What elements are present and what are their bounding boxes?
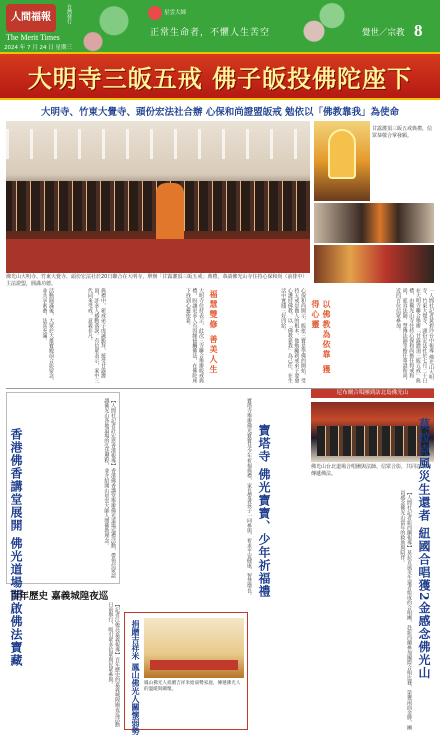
headline-banner [0,52,440,100]
masthead [0,0,440,52]
edition-label: 台灣發行 [66,4,72,24]
devotees-photo [314,203,434,243]
choir-story-body: 【人間社記者紐西蘭報導】莫拉克風災生還者組成的合唱團，赴紐西蘭參加國際合唱比賽，榮獲兩面金牌，團員感念佛光山當年的救助與陪伴。 [399,490,412,730]
charity-banner [150,660,238,670]
main-photo-caption: 佛光山大明寺、竹東大覺寺、頭份宏法社於20日聯合在大明寺，舉辦「甘露灌頂三皈五戒」典禮，恭請佛光山寺住持心保和尚（前排中）主法證盟，圓滿功德。 [6,274,308,287]
newspaper-english-name: The Merit Times [6,33,60,42]
chiayi-story-title: 百年歷史 嘉義城隍夜巡 [10,591,109,602]
chiayi-story-body: 【記者江俊亮嘉義報導】百年歷史的嘉義城隍廟夜巡活動日前舉行，吸引眾多信眾與民眾參與。 [107,602,120,727]
ceiling-lights [6,129,310,159]
buddha-statue-icon [328,129,356,179]
master-portrait-icon [148,6,162,20]
charity-photo-caption: 鳳山佛光人捐贈吉祥米給弱勢家庭，傳遞佛光人的溫暖與關懷。 [144,681,241,692]
charity-story-title: 捐贈吉祥米 鳳山佛光人關懷弱勢 [131,620,140,735]
group-photo [314,245,434,283]
carpet [6,239,310,273]
lotus-decoration-icon [72,0,142,52]
choir-story-title: 莫拉克風災生還者 紐國合唱獲2金感念佛光山 [417,418,431,680]
issue-date: 2024 年 7 月 24 日 星期三 [4,45,72,51]
article-column: 一人間社記者黃碧玲台中報導 佛光山大明寺、竹東大覺寺、頭份宏法社於七月二十日在大明寺聯合舉辦「甘露灌頂三皈五戒」典禮，由佛光山寺住持心保和尚擔任得戒和尚，慈容法師、慧傳法師等擔任尊證和尚，近四百位信眾參加。 [395,288,434,383]
buddha-statue-photo [314,121,370,201]
hongkong-story-title: 香港佛香講堂展開 佛光道場開啟佛法寶藏 [9,428,23,668]
pull-quote: 以佛教為依靠 獲得心靈 [311,300,331,375]
main-headline: 大明寺三皈五戒 佛子皈投佛陀座下 [27,65,413,93]
newspaper-logo: 人間福報 [6,4,56,32]
lotus-decoration-icon [290,0,350,52]
choir-members [317,426,429,456]
page-number: 8 [414,21,423,40]
choir-photo-caption: 佛光山台北道場合唱團與法師、信眾合影，共同以歌聲傳遞佛法。 [311,464,432,477]
sub-headline: 大明寺、竹東大覺寺、頭份宏法社合辦 心保和尚證盟皈戒 勉依以「佛教靠我」為使命 [40,107,400,118]
hongkong-story-body: 【人間社記者許宏恩香港報導】香港佛香講堂舉辦佛光道場巡禮活動，帶領信眾認識佛光山各地道場的弘法歷程，並介紹開山星雲大師人間佛教理念。 [103,398,116,578]
section-name: 覺世／宗教 [362,28,405,38]
ceremony-photo [6,121,310,273]
news-banner: 尼布爾合唱團到訪北島佛光山 [311,389,434,398]
article-column: 大明寺住持表示，此次三寺聯合舉辦皈戒典禮，盼讓更多人有因緣接觸佛法，在佛陀座下找到心靈依靠。 [184,288,204,383]
article-column: 活動圓滿後，大眾於大雄寶殿前合影留念，並共享素齋，法喜充滿。 [41,288,54,383]
master-label: 星雲大師 [164,10,187,16]
pull-quote: 福慧雙修 善美人生 [209,290,218,375]
article-column: 典禮中，新戒弟子虔誠跪拜，接受甘露灌頂，許多人感動落淚。有信眾表示，家中三代同來受戒，意義非凡。 [86,288,106,383]
charity-photo [144,618,244,678]
masthead-slogan: 正常生命者，不懼人生苦空 [150,28,271,38]
baota-story-title: 寶塔寺 佛光寶寶、少年祈福禮 [257,424,271,599]
right-photo-caption: 甘露灌頂三皈五戒典禮，信眾恭敬合掌發願。 [372,126,433,139]
article-column: 心保和尚開示，皈依三寶是學佛的開始，受持五戒是做人的根本。他勉勵新戒弟子要發心護持佛教，以「佛教靠我」為己任，在生活中實踐三好四給。 [280,288,306,383]
baota-story-body: 寶塔寺舉辦佛光寶寶及少年祈福典禮，家長帶著孩子一同參與，祈求平安健康、智慧增長。 [246,398,252,598]
abbot-figure [156,183,184,243]
